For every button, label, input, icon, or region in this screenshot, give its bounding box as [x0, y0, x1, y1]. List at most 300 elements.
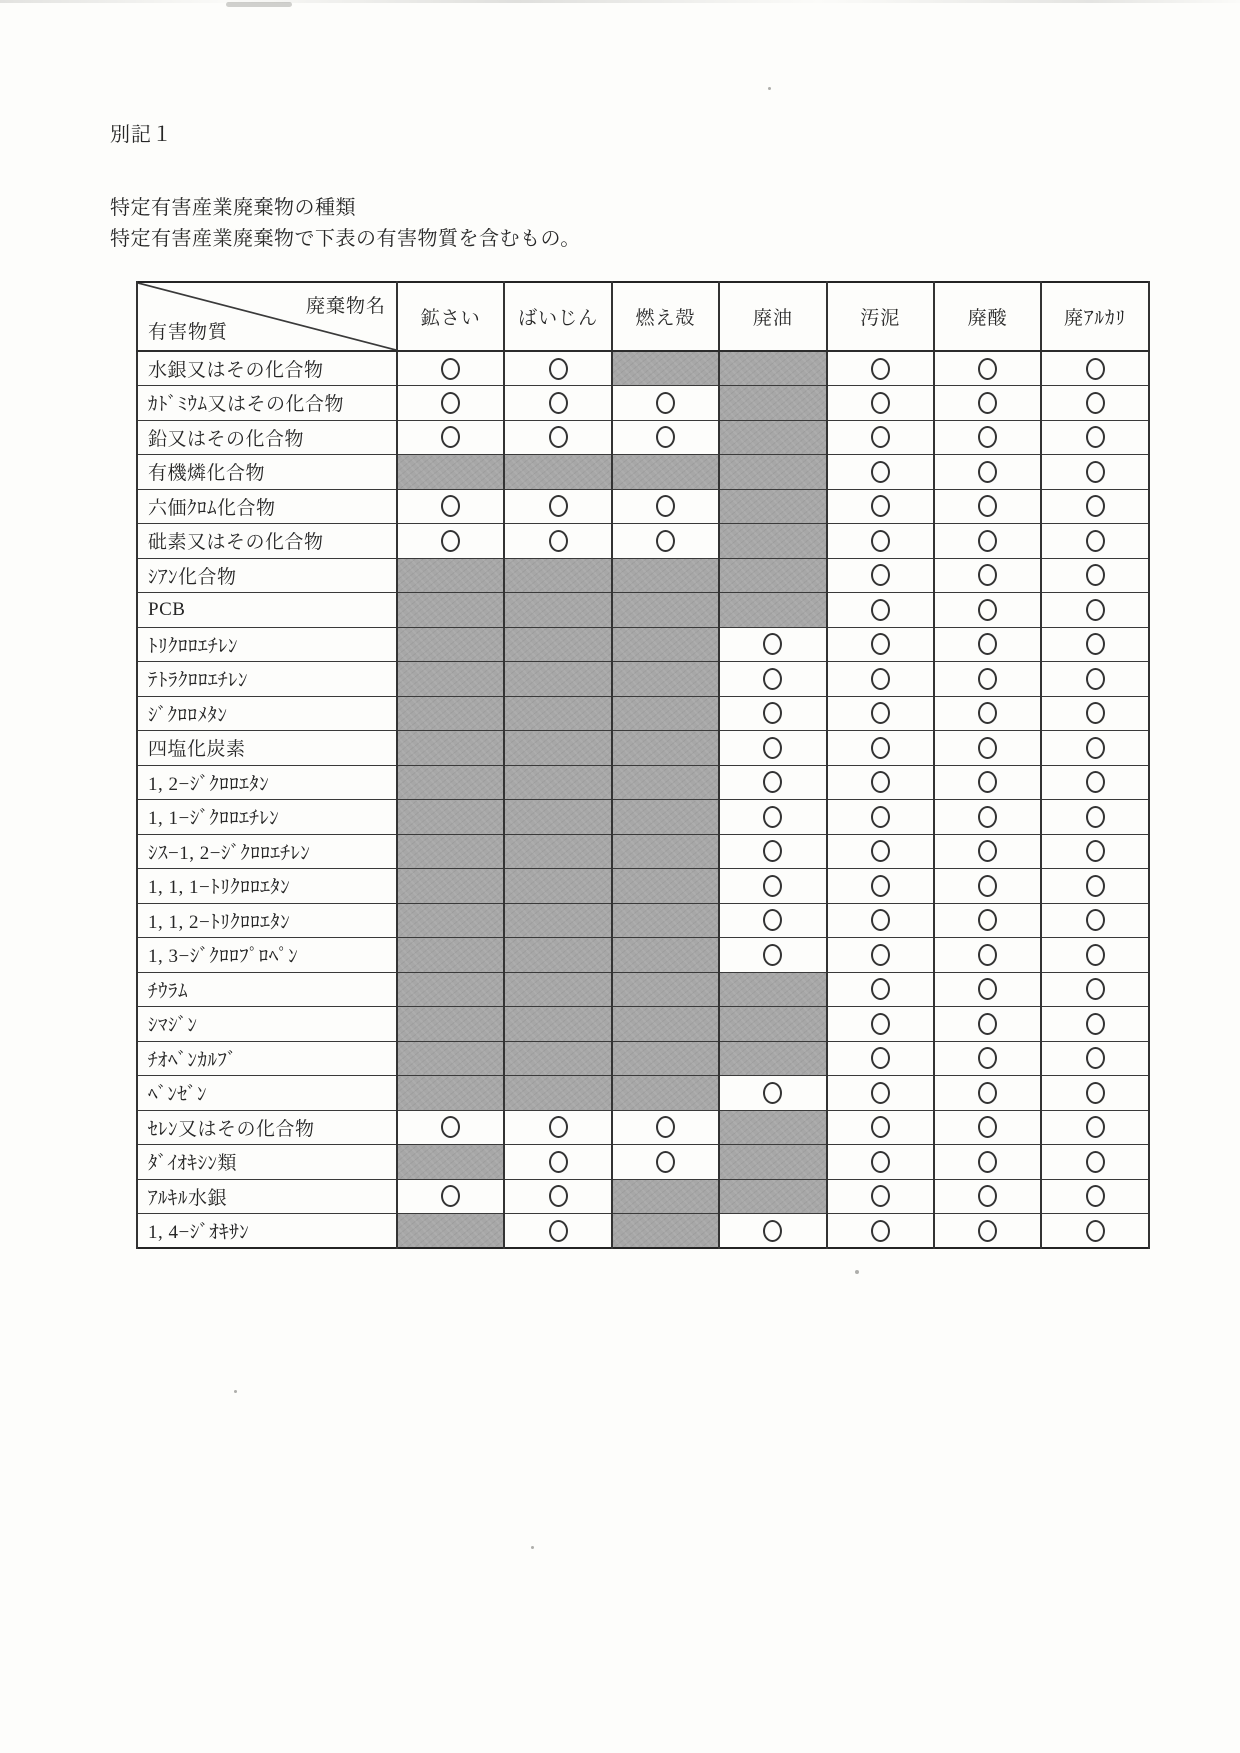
- shaded-not-applicable-cell: [612, 869, 719, 904]
- circle-mark-icon: [978, 840, 997, 862]
- substance-label: ｱﾙｷﾙ水銀: [137, 1179, 397, 1214]
- circle-mark-icon: [871, 1013, 890, 1035]
- circle-mark-icon: [763, 1082, 782, 1104]
- shaded-not-applicable-cell: [719, 593, 826, 628]
- substance-label: ﾄﾘｸﾛﾛｴﾁﾚﾝ: [137, 627, 397, 662]
- table-row: [137, 593, 1149, 628]
- circle-mark-icon: [763, 771, 782, 793]
- shaded-not-applicable-cell: [719, 455, 826, 490]
- shaded-not-applicable-cell: [612, 627, 719, 662]
- applicable-cell: [719, 1214, 826, 1249]
- corner-label-hazardous-substance: 有害物質: [148, 322, 229, 343]
- substance-label: 1, 3−ｼﾞｸﾛﾛﾌﾟﾛﾍﾟﾝ: [137, 938, 397, 973]
- applicable-cell: [827, 972, 934, 1007]
- circle-mark-icon: [1086, 461, 1105, 483]
- applicable-cell: [827, 800, 934, 835]
- shaded-not-applicable-cell: [504, 627, 611, 662]
- applicable-cell: [504, 524, 611, 559]
- circle-mark-icon: [441, 1116, 460, 1138]
- table-row: [137, 1145, 1149, 1180]
- table-row: [137, 627, 1149, 662]
- shaded-not-applicable-cell: [397, 1214, 504, 1249]
- circle-mark-icon: [871, 840, 890, 862]
- substance-label: ﾃﾄﾗｸﾛﾛｴﾁﾚﾝ: [137, 662, 397, 697]
- circle-mark-icon: [763, 944, 782, 966]
- applicable-cell: [827, 869, 934, 904]
- applicable-cell: [827, 696, 934, 731]
- circle-mark-icon: [763, 737, 782, 759]
- applicable-cell: [827, 386, 934, 421]
- table-body: [137, 351, 1149, 1248]
- waste-column-header-4: 汚泥: [827, 282, 934, 351]
- circle-mark-icon: [978, 392, 997, 414]
- table-row: [137, 903, 1149, 938]
- circle-mark-icon: [763, 840, 782, 862]
- circle-mark-icon: [549, 358, 568, 380]
- scan-smudge: [226, 2, 292, 7]
- applicable-cell: [719, 903, 826, 938]
- circle-mark-icon: [441, 1185, 460, 1207]
- circle-mark-icon: [871, 806, 890, 828]
- table-row: [137, 1179, 1149, 1214]
- table-row: [137, 489, 1149, 524]
- shaded-not-applicable-cell: [397, 593, 504, 628]
- table-row: [137, 351, 1149, 386]
- shaded-not-applicable-cell: [612, 1179, 719, 1214]
- circle-mark-icon: [978, 1185, 997, 1207]
- circle-mark-icon: [978, 495, 997, 517]
- circle-mark-icon: [1086, 495, 1105, 517]
- applicable-cell: [504, 489, 611, 524]
- shaded-not-applicable-cell: [504, 593, 611, 628]
- circle-mark-icon: [1086, 1151, 1105, 1173]
- table-row: [137, 972, 1149, 1007]
- applicable-cell: [827, 593, 934, 628]
- shaded-not-applicable-cell: [612, 558, 719, 593]
- circle-mark-icon: [871, 978, 890, 1000]
- applicable-cell: [504, 1214, 611, 1249]
- shaded-not-applicable-cell: [397, 800, 504, 835]
- shaded-not-applicable-cell: [504, 1041, 611, 1076]
- circle-mark-icon: [763, 875, 782, 897]
- table-row: [137, 1007, 1149, 1042]
- waste-column-header-6: 廃ｱﾙｶﾘ: [1041, 282, 1148, 351]
- shaded-not-applicable-cell: [719, 1179, 826, 1214]
- circle-mark-icon: [978, 358, 997, 380]
- applicable-cell: [1041, 351, 1148, 386]
- applicable-cell: [1041, 420, 1148, 455]
- shaded-not-applicable-cell: [719, 1041, 826, 1076]
- applicable-cell: [719, 869, 826, 904]
- circle-mark-icon: [763, 1220, 782, 1242]
- circle-mark-icon: [1086, 530, 1105, 552]
- applicable-cell: [934, 1041, 1041, 1076]
- applicable-cell: [827, 524, 934, 559]
- applicable-cell: [934, 1214, 1041, 1249]
- applicable-cell: [719, 627, 826, 662]
- applicable-cell: [1041, 627, 1148, 662]
- circle-mark-icon: [978, 426, 997, 448]
- circle-mark-icon: [441, 426, 460, 448]
- applicable-cell: [612, 1110, 719, 1145]
- scan-speck: [768, 87, 771, 90]
- applicable-cell: [934, 938, 1041, 973]
- shaded-not-applicable-cell: [612, 731, 719, 766]
- circle-mark-icon: [549, 1185, 568, 1207]
- applicable-cell: [1041, 731, 1148, 766]
- shaded-not-applicable-cell: [612, 455, 719, 490]
- applicable-cell: [397, 1179, 504, 1214]
- table-row: [137, 1110, 1149, 1145]
- applicable-cell: [827, 351, 934, 386]
- shaded-not-applicable-cell: [612, 1076, 719, 1111]
- applicable-cell: [1041, 1179, 1148, 1214]
- circle-mark-icon: [871, 875, 890, 897]
- table-row: [137, 834, 1149, 869]
- shaded-not-applicable-cell: [612, 938, 719, 973]
- substance-label: ｼｱﾝ化合物: [137, 558, 397, 593]
- applicable-cell: [827, 1041, 934, 1076]
- circle-mark-icon: [1086, 737, 1105, 759]
- applicable-cell: [1041, 696, 1148, 731]
- applicable-cell: [719, 731, 826, 766]
- applicable-cell: [934, 1110, 1041, 1145]
- applicable-cell: [827, 1076, 934, 1111]
- shaded-not-applicable-cell: [397, 455, 504, 490]
- table-row: [137, 558, 1149, 593]
- circle-mark-icon: [978, 737, 997, 759]
- applicable-cell: [827, 455, 934, 490]
- table-row: [137, 1214, 1149, 1249]
- circle-mark-icon: [978, 875, 997, 897]
- applicable-cell: [504, 420, 611, 455]
- shaded-not-applicable-cell: [504, 1007, 611, 1042]
- shaded-not-applicable-cell: [612, 593, 719, 628]
- shaded-not-applicable-cell: [612, 903, 719, 938]
- shaded-not-applicable-cell: [397, 1076, 504, 1111]
- applicable-cell: [1041, 1041, 1148, 1076]
- applicable-cell: [934, 558, 1041, 593]
- circle-mark-icon: [978, 944, 997, 966]
- shaded-not-applicable-cell: [719, 524, 826, 559]
- circle-mark-icon: [763, 909, 782, 931]
- table-row: [137, 696, 1149, 731]
- applicable-cell: [827, 1110, 934, 1145]
- shaded-not-applicable-cell: [397, 903, 504, 938]
- circle-mark-icon: [763, 633, 782, 655]
- circle-mark-icon: [1086, 840, 1105, 862]
- applicable-cell: [719, 1076, 826, 1111]
- applicable-cell: [1041, 765, 1148, 800]
- applicable-cell: [934, 903, 1041, 938]
- shaded-not-applicable-cell: [612, 765, 719, 800]
- circle-mark-icon: [441, 392, 460, 414]
- substance-label: PCB: [137, 593, 397, 628]
- applicable-cell: [397, 1110, 504, 1145]
- shaded-not-applicable-cell: [397, 834, 504, 869]
- substance-label: 1, 1−ｼﾞｸﾛﾛｴﾁﾚﾝ: [137, 800, 397, 835]
- shaded-not-applicable-cell: [397, 1041, 504, 1076]
- shaded-not-applicable-cell: [719, 386, 826, 421]
- circle-mark-icon: [871, 530, 890, 552]
- attachment-number-label: 別記１: [110, 124, 173, 146]
- shaded-not-applicable-cell: [612, 800, 719, 835]
- circle-mark-icon: [978, 633, 997, 655]
- table-row: [137, 765, 1149, 800]
- circle-mark-icon: [1086, 358, 1105, 380]
- scan-edge-artifact: [0, 0, 1240, 3]
- shaded-not-applicable-cell: [612, 1214, 719, 1249]
- circle-mark-icon: [656, 392, 675, 414]
- circle-mark-icon: [1086, 1047, 1105, 1069]
- substance-label: 砒素又はその化合物: [137, 524, 397, 559]
- substance-label: 有機燐化合物: [137, 455, 397, 490]
- applicable-cell: [397, 489, 504, 524]
- shaded-not-applicable-cell: [612, 1007, 719, 1042]
- applicable-cell: [1041, 558, 1148, 593]
- circle-mark-icon: [1086, 633, 1105, 655]
- applicable-cell: [612, 524, 719, 559]
- document-title: 特定有害産業廃棄物の種類: [110, 197, 356, 219]
- circle-mark-icon: [978, 1151, 997, 1173]
- applicable-cell: [827, 1179, 934, 1214]
- circle-mark-icon: [871, 495, 890, 517]
- substance-label: 1, 4−ｼﾞｵｷｻﾝ: [137, 1214, 397, 1249]
- applicable-cell: [1041, 593, 1148, 628]
- waste-column-header-3: 廃油: [719, 282, 826, 351]
- hazardous-waste-matrix-table: [136, 281, 1150, 1249]
- applicable-cell: [397, 524, 504, 559]
- applicable-cell: [934, 386, 1041, 421]
- shaded-not-applicable-cell: [504, 765, 611, 800]
- circle-mark-icon: [549, 426, 568, 448]
- applicable-cell: [934, 800, 1041, 835]
- shaded-not-applicable-cell: [397, 1145, 504, 1180]
- circle-mark-icon: [1086, 978, 1105, 1000]
- shaded-not-applicable-cell: [504, 869, 611, 904]
- applicable-cell: [934, 351, 1041, 386]
- waste-column-header-1: ばいじん: [504, 282, 611, 351]
- applicable-cell: [1041, 455, 1148, 490]
- applicable-cell: [504, 351, 611, 386]
- waste-column-header-2: 燃え殻: [612, 282, 719, 351]
- circle-mark-icon: [871, 1185, 890, 1207]
- applicable-cell: [1041, 1007, 1148, 1042]
- shaded-not-applicable-cell: [612, 972, 719, 1007]
- circle-mark-icon: [978, 909, 997, 931]
- circle-mark-icon: [1086, 599, 1105, 621]
- applicable-cell: [1041, 1214, 1148, 1249]
- applicable-cell: [1041, 834, 1148, 869]
- shaded-not-applicable-cell: [612, 834, 719, 869]
- circle-mark-icon: [1086, 1185, 1105, 1207]
- circle-mark-icon: [871, 633, 890, 655]
- circle-mark-icon: [871, 564, 890, 586]
- substance-label: ｼﾏｼﾞﾝ: [137, 1007, 397, 1042]
- applicable-cell: [934, 1007, 1041, 1042]
- applicable-cell: [719, 800, 826, 835]
- applicable-cell: [397, 351, 504, 386]
- applicable-cell: [612, 386, 719, 421]
- table-row: [137, 1041, 1149, 1076]
- circle-mark-icon: [549, 1116, 568, 1138]
- circle-mark-icon: [978, 1013, 997, 1035]
- circle-mark-icon: [871, 1151, 890, 1173]
- circle-mark-icon: [1086, 806, 1105, 828]
- circle-mark-icon: [871, 461, 890, 483]
- applicable-cell: [934, 662, 1041, 697]
- circle-mark-icon: [871, 944, 890, 966]
- table-row: [137, 386, 1149, 421]
- circle-mark-icon: [978, 599, 997, 621]
- waste-column-header-0: 鉱さい: [397, 282, 504, 351]
- circle-mark-icon: [763, 806, 782, 828]
- circle-mark-icon: [978, 771, 997, 793]
- circle-mark-icon: [1086, 1116, 1105, 1138]
- shaded-not-applicable-cell: [504, 696, 611, 731]
- applicable-cell: [827, 558, 934, 593]
- table-row: [137, 731, 1149, 766]
- circle-mark-icon: [763, 668, 782, 690]
- circle-mark-icon: [1086, 944, 1105, 966]
- shaded-not-applicable-cell: [719, 1145, 826, 1180]
- circle-mark-icon: [549, 1151, 568, 1173]
- applicable-cell: [504, 1145, 611, 1180]
- applicable-cell: [612, 489, 719, 524]
- circle-mark-icon: [549, 530, 568, 552]
- circle-mark-icon: [656, 495, 675, 517]
- applicable-cell: [1041, 1145, 1148, 1180]
- table-row: [137, 1076, 1149, 1111]
- circle-mark-icon: [656, 530, 675, 552]
- circle-mark-icon: [1086, 392, 1105, 414]
- shaded-not-applicable-cell: [719, 1007, 826, 1042]
- circle-mark-icon: [763, 702, 782, 724]
- table-header-row: [137, 282, 1149, 351]
- shaded-not-applicable-cell: [504, 938, 611, 973]
- shaded-not-applicable-cell: [397, 696, 504, 731]
- substance-label: 1, 2−ｼﾞｸﾛﾛｴﾀﾝ: [137, 765, 397, 800]
- shaded-not-applicable-cell: [504, 903, 611, 938]
- circle-mark-icon: [441, 495, 460, 517]
- substance-label: 1, 1, 2−ﾄﾘｸﾛﾛｴﾀﾝ: [137, 903, 397, 938]
- circle-mark-icon: [1086, 1013, 1105, 1035]
- shaded-not-applicable-cell: [397, 1007, 504, 1042]
- applicable-cell: [397, 420, 504, 455]
- applicable-cell: [827, 938, 934, 973]
- circle-mark-icon: [871, 392, 890, 414]
- scan-speck: [234, 1390, 237, 1393]
- table-row: [137, 800, 1149, 835]
- circle-mark-icon: [1086, 702, 1105, 724]
- applicable-cell: [934, 420, 1041, 455]
- shaded-not-applicable-cell: [719, 558, 826, 593]
- applicable-cell: [827, 489, 934, 524]
- circle-mark-icon: [1086, 1220, 1105, 1242]
- substance-label: 水銀又はその化合物: [137, 351, 397, 386]
- circle-mark-icon: [549, 495, 568, 517]
- applicable-cell: [934, 765, 1041, 800]
- circle-mark-icon: [978, 530, 997, 552]
- table-row: [137, 524, 1149, 559]
- circle-mark-icon: [871, 1220, 890, 1242]
- shaded-not-applicable-cell: [397, 627, 504, 662]
- circle-mark-icon: [656, 1151, 675, 1173]
- applicable-cell: [612, 1145, 719, 1180]
- applicable-cell: [719, 765, 826, 800]
- applicable-cell: [827, 903, 934, 938]
- circle-mark-icon: [1086, 1082, 1105, 1104]
- shaded-not-applicable-cell: [612, 351, 719, 386]
- substance-label: ﾀﾞｲｵｷｼﾝ類: [137, 1145, 397, 1180]
- applicable-cell: [612, 420, 719, 455]
- applicable-cell: [934, 1179, 1041, 1214]
- applicable-cell: [1041, 386, 1148, 421]
- applicable-cell: [1041, 800, 1148, 835]
- circle-mark-icon: [1086, 426, 1105, 448]
- circle-mark-icon: [871, 1047, 890, 1069]
- substance-label: ｼﾞｸﾛﾛﾒﾀﾝ: [137, 696, 397, 731]
- diagonal-header-cell: [137, 282, 397, 351]
- circle-mark-icon: [871, 668, 890, 690]
- shaded-not-applicable-cell: [504, 1076, 611, 1111]
- shaded-not-applicable-cell: [397, 869, 504, 904]
- circle-mark-icon: [978, 1116, 997, 1138]
- applicable-cell: [719, 662, 826, 697]
- applicable-cell: [827, 1214, 934, 1249]
- waste-column-header-5: 廃酸: [934, 282, 1041, 351]
- applicable-cell: [719, 696, 826, 731]
- shaded-not-applicable-cell: [397, 765, 504, 800]
- circle-mark-icon: [871, 909, 890, 931]
- applicable-cell: [504, 386, 611, 421]
- applicable-cell: [1041, 903, 1148, 938]
- circle-mark-icon: [441, 358, 460, 380]
- circle-mark-icon: [871, 771, 890, 793]
- applicable-cell: [719, 834, 826, 869]
- applicable-cell: [504, 1110, 611, 1145]
- applicable-cell: [827, 834, 934, 869]
- applicable-cell: [1041, 869, 1148, 904]
- applicable-cell: [934, 696, 1041, 731]
- shaded-not-applicable-cell: [504, 662, 611, 697]
- substance-label: ﾁｵﾍﾞﾝｶﾙﾌﾞ: [137, 1041, 397, 1076]
- shaded-not-applicable-cell: [612, 1041, 719, 1076]
- applicable-cell: [827, 1007, 934, 1042]
- applicable-cell: [504, 1179, 611, 1214]
- circle-mark-icon: [871, 599, 890, 621]
- applicable-cell: [827, 627, 934, 662]
- substance-label: ｾﾚﾝ又はその化合物: [137, 1110, 397, 1145]
- shaded-not-applicable-cell: [397, 731, 504, 766]
- table-row: [137, 869, 1149, 904]
- shaded-not-applicable-cell: [504, 731, 611, 766]
- substance-label: ｼｽ−1, 2−ｼﾞｸﾛﾛｴﾁﾚﾝ: [137, 834, 397, 869]
- applicable-cell: [934, 593, 1041, 628]
- shaded-not-applicable-cell: [719, 1110, 826, 1145]
- circle-mark-icon: [978, 668, 997, 690]
- circle-mark-icon: [1086, 909, 1105, 931]
- shaded-not-applicable-cell: [397, 662, 504, 697]
- shaded-not-applicable-cell: [397, 972, 504, 1007]
- substance-label: ｶﾄﾞﾐｳﾑ又はその化合物: [137, 386, 397, 421]
- applicable-cell: [934, 972, 1041, 1007]
- circle-mark-icon: [871, 737, 890, 759]
- applicable-cell: [827, 731, 934, 766]
- shaded-not-applicable-cell: [612, 662, 719, 697]
- circle-mark-icon: [871, 358, 890, 380]
- shaded-not-applicable-cell: [504, 834, 611, 869]
